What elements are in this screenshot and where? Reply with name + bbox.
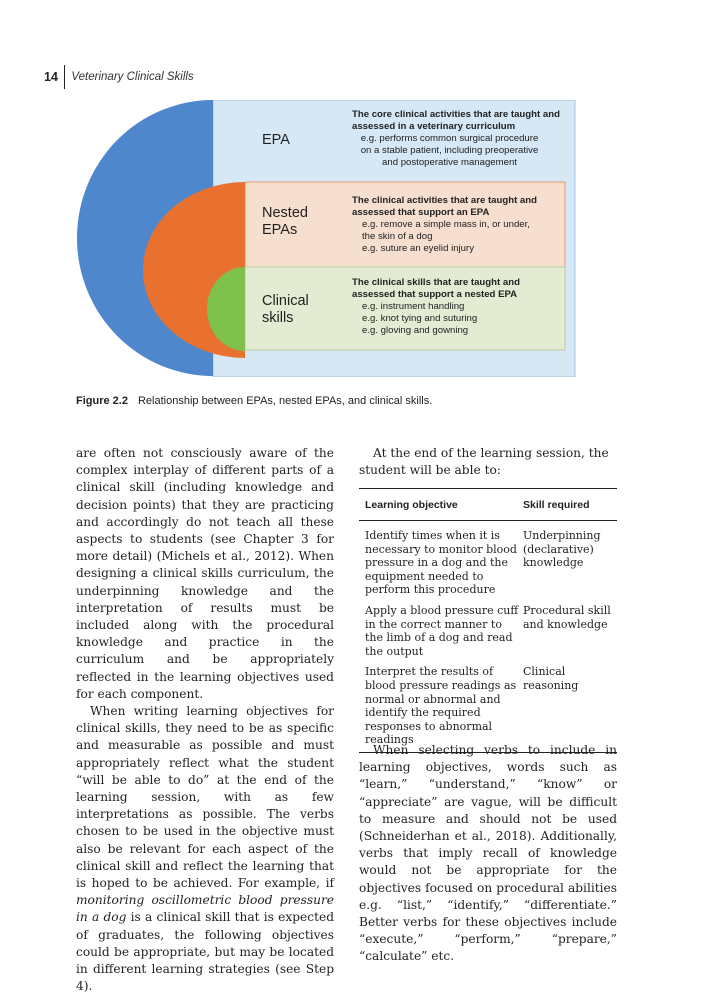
- running-header: [44, 66, 194, 88]
- right-column-body: [359, 742, 617, 966]
- table-header: [359, 489, 617, 521]
- paragraph: At the end of the learning session, the student will be able to:: [359, 446, 609, 478]
- figure-caption-text: Relationship between EPAs, nested EPAs, and clinical skills.: [137, 395, 433, 407]
- column-header-skill: Skill required: [523, 498, 590, 511]
- book-title: Veterinary Clinical Skills: [71, 71, 194, 83]
- paragraph: are often not consciously aware of the complex interplay of different parts of a clinical skill (including knowledge and decision points) that they are practicing and accordingly do not teach all these aspects to students (see Chapter 3 for more detail) (Michels et al., 2012). When designing a clinical skills curriculum, the underpinning knowledge and the interpretation of results must be included along with the procedural knowledge and practice in the curriculum and be appropriately reflected in the learning objectives used for each component.: [76, 446, 334, 701]
- learning-objectives-table: [359, 488, 617, 753]
- table-row: [359, 521, 617, 597]
- left-column: [76, 445, 334, 996]
- italic-phrase: monitoring oscillometric blood pressure in a dog: [76, 893, 334, 925]
- epa-description: The core clinical activities that are taught and assessed in a veterinary curriculum e.g. performs common surgical procedure on a stable patient, including preoperative and postoperative management: [352, 109, 560, 168]
- nested-epas-description: The clinical activities that are taught and assessed that support an EPA e.g. remove a simple mass in, or under, the skin of a dog e.g. suture an eyelid injury: [352, 195, 537, 254]
- figure-epa-diagram: [75, 100, 577, 377]
- table-row: [359, 658, 617, 752]
- figure-label: Figure 2.2: [76, 395, 128, 407]
- paragraph: When selecting verbs to include in learning objectives, words such as “learn,” “understand,” “know” or “appreciate” are vague, will be difficult to measure and should not be used (Schneiderhan et al., 2018). Additionally, verbs that imply recall of knowledge would not be appropriate for the objectives focused on procedural abilities e.g. “list,” “identify,” “differentiate.” Better verbs for these objectives include “execute,” “perform,” “prepare,” “calculate” etc.: [359, 743, 617, 964]
- skill-cell: Clinical reasoning: [523, 665, 579, 692]
- column-header-objective: Learning objective: [365, 498, 458, 511]
- clinical-skills-description: The clinical skills that are taught and assessed that support a nested EPA e.g. instrument handling e.g. knot tying and suturing e.g. gloving and gowning: [352, 277, 520, 336]
- paragraph: When writing learning objectives for clinical skills, they need to be as specific and measurable as possible and must appropriately reflect what the student “will be able to do” at the end of the learning session, with as few interpretations as possible. The verbs chosen to be used in the objective must also be relevant for each aspect of the clinical skill and reflect the learning that is hoped to be achieved. For example, if monitoring oscillometric blood pressure in a dog is a clinical skill that is expected of graduates, the following objectives could be appropriate, but may be located in different learning strategies (see Step 4).: [76, 704, 334, 994]
- skill-cell: Procedural skill and knowledge: [523, 603, 611, 631]
- page-number: 14: [44, 70, 58, 84]
- nested-epas-label: Nested EPAs: [262, 205, 308, 238]
- objective-cell: Apply a blood pressure cuff in the correct manner to the limb of a dog and read the output: [365, 603, 519, 658]
- right-column-intro: [359, 445, 617, 479]
- table-row: [359, 597, 617, 658]
- header-divider: [64, 65, 66, 89]
- figure-caption: [76, 395, 432, 407]
- clinical-skills-label: Clinical skills: [262, 293, 309, 326]
- epa-label: EPA: [262, 132, 290, 148]
- skill-cell: Underpinning (declarative) knowledge: [523, 529, 601, 570]
- objective-cell: Interpret the results of blood pressure readings as normal or abnormal and identify the required responses to abnormal readings: [365, 665, 517, 747]
- objective-cell: Identify times when it is necessary to monitor blood pressure in a dog and the equipment needed to perform this procedure: [365, 529, 517, 597]
